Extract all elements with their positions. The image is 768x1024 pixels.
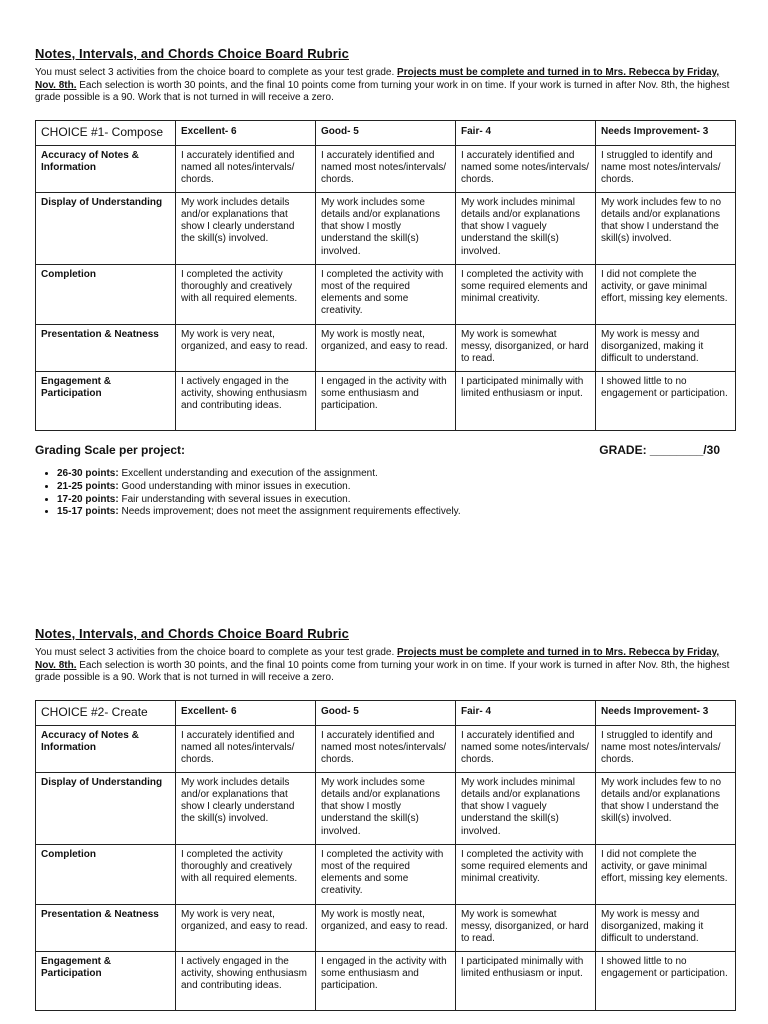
rubric-cell: I struggled to identify and name most notes/intervals/ chords. (596, 145, 736, 192)
rubric-table (35, 120, 736, 431)
level-header-excellent: Excellent- 6 (176, 700, 316, 725)
table-row (36, 844, 736, 904)
level-header-fair: Fair- 4 (456, 700, 596, 725)
points-description: Excellent understanding and execution of the assignment. (118, 468, 378, 479)
rubric-cell: I completed the activity with some required elements and minimal creativity. (456, 264, 596, 324)
rubric-cell: My work is somewhat messy, disorganized, or hard to read. (456, 904, 596, 951)
rubric-cell: My work is messy and disorganized, making it difficult to understand. (596, 904, 736, 951)
rubric-cell: I completed the activity thoroughly and creatively with all required elements. (176, 844, 316, 904)
rubric-section-1 (35, 46, 735, 431)
choice-header: CHOICE #1- Compose (36, 120, 176, 145)
rubric-cell: I showed little to no engagement or participation. (596, 371, 736, 430)
rubric-cell: I completed the activity with some required elements and minimal creativity. (456, 844, 596, 904)
grade-blank: GRADE: ________/30 (599, 443, 720, 457)
table-row (36, 324, 736, 371)
level-header-needs-improvement: Needs Improvement- 3 (596, 120, 736, 145)
rubric-cell: I engaged in the activity with some enthusiasm and participation. (316, 371, 456, 430)
criterion-cell: Presentation & Neatness (36, 904, 176, 951)
points-description: Needs improvement; does not meet the assignment requirements effectively. (118, 506, 461, 518)
list-item (57, 494, 461, 506)
rubric-intro (35, 647, 735, 685)
criterion-cell: Engagement & Participation (36, 951, 176, 1010)
criterion-cell: Engagement & Participation (36, 371, 176, 430)
points-range: 21-25 points: (57, 480, 119, 492)
rubric-cell: My work includes details and/or explanations that show I clearly understand the skill(s) involved. (176, 192, 316, 264)
rubric-cell: I actively engaged in the activity, showing enthusiasm and contributing ideas. (176, 951, 316, 1010)
level-header-needs-improvement: Needs Improvement- 3 (596, 700, 736, 725)
rubric-cell: I accurately identified and named all notes/intervals/ chords. (176, 725, 316, 772)
rubric-cell: I accurately identified and named some notes/intervals/ chords. (456, 145, 596, 192)
rubric-cell: I did not complete the activity, or gave minimal effort, missing key elements. (596, 264, 736, 324)
criterion-cell: Presentation & Neatness (36, 324, 176, 371)
rubric-cell: My work includes few to no details and/or explanations that show I understand the skill(s) involved. (596, 772, 736, 844)
grading-scale-list (35, 468, 461, 519)
rubric-cell: I completed the activity with most of the required elements and some creativity. (316, 844, 456, 904)
intro-deadline-emphasis: Projects must be complete and turned in to Mrs. Rebecca by Friday, Nov. 8th. (35, 647, 720, 671)
level-header-fair: Fair- 4 (456, 120, 596, 145)
rubric-cell: I accurately identified and named most notes/intervals/ chords. (316, 725, 456, 772)
rubric-title: Notes, Intervals, and Chords Choice Board Rubric (35, 626, 349, 641)
rubric-section-2 (35, 626, 735, 1011)
rubric-cell: I completed the activity with most of the required elements and some creativity. (316, 264, 456, 324)
rubric-cell: I participated minimally with limited enthusiasm or input. (456, 951, 596, 1010)
points-description: Good understanding with minor issues in execution. (118, 480, 351, 492)
rubric-cell: I accurately identified and named some notes/intervals/ chords. (456, 725, 596, 772)
criterion-cell: Display of Understanding (36, 192, 176, 264)
rubric-cell: I actively engaged in the activity, showing enthusiasm and contributing ideas. (176, 371, 316, 430)
points-range: 17-20 points: (57, 493, 119, 505)
criterion-cell: Completion (36, 844, 176, 904)
intro-text-start: You must select 3 activities from the choice board to complete as your test grade. (35, 647, 398, 658)
table-row (36, 904, 736, 951)
rubric-cell: I completed the activity thoroughly and creatively with all required elements. (176, 264, 316, 324)
rubric-cell: My work includes some details and/or explanations that show I mostly understand the skill(s) involved. (316, 192, 456, 264)
rubric-cell: My work includes few to no details and/or explanations that show I understand the skill(s) involved. (596, 192, 736, 264)
grading-scale-header (35, 443, 725, 457)
rubric-table (35, 700, 736, 1011)
rubric-cell: My work is somewhat messy, disorganized, or hard to read. (456, 324, 596, 371)
table-row (36, 264, 736, 324)
level-header-excellent: Excellent- 6 (176, 120, 316, 145)
rubric-cell: I did not complete the activity, or gave minimal effort, missing key elements. (596, 844, 736, 904)
level-header-good: Good- 5 (316, 120, 456, 145)
rubric-intro (35, 67, 735, 105)
grading-scale-heading: Grading Scale per project: (35, 443, 186, 457)
rubric-cell: My work is very neat, organized, and easy to read. (176, 324, 316, 371)
list-item (57, 481, 461, 493)
table-row (36, 371, 736, 430)
rubric-header-row (36, 700, 736, 725)
criterion-cell: Display of Understanding (36, 772, 176, 844)
table-row (36, 772, 736, 844)
intro-text-start: You must select 3 activities from the choice board to complete as your test grade. (35, 67, 398, 78)
rubric-cell: My work is messy and disorganized, making it difficult to understand. (596, 324, 736, 371)
rubric-cell: My work is mostly neat, organized, and easy to read. (316, 324, 456, 371)
rubric-cell: My work includes minimal details and/or explanations that show I vaguely understand the skill(s) involved. (456, 772, 596, 844)
rubric-cell: My work is mostly neat, organized, and easy to read. (316, 904, 456, 951)
rubric-cell: I struggled to identify and name most notes/intervals/ chords. (596, 725, 736, 772)
choice-header: CHOICE #2- Create (36, 700, 176, 725)
points-range: 26-30 points: (57, 468, 119, 479)
points-range: 15-17 points: (57, 506, 119, 518)
rubric-cell: My work includes details and/or explanations that show I clearly understand the skill(s) involved. (176, 772, 316, 844)
rubric-cell: My work is very neat, organized, and easy to read. (176, 904, 316, 951)
intro-text-end: Each selection is worth 30 points, and the final 10 points come from turning your work in on time. If your work is turned in after Nov. 8th, the highest grade possible is a 90. Work that is not turned in will receive a zero. (35, 79, 730, 103)
rubric-cell: My work includes some details and/or explanations that show I mostly understand the skill(s) involved. (316, 772, 456, 844)
rubric-cell: I participated minimally with limited enthusiasm or input. (456, 371, 596, 430)
criterion-cell: Completion (36, 264, 176, 324)
intro-text-end: Each selection is worth 30 points, and the final 10 points come from turning your work in on time. If your work is turned in after Nov. 8th, the highest grade possible is a 90. Work that is not turned in will receive a zero. (35, 659, 730, 683)
criterion-cell: Accuracy of Notes & Information (36, 145, 176, 192)
rubric-cell: I accurately identified and named most notes/intervals/ chords. (316, 145, 456, 192)
rubric-cell: I engaged in the activity with some enthusiasm and participation. (316, 951, 456, 1010)
criterion-cell: Accuracy of Notes & Information (36, 725, 176, 772)
table-row (36, 951, 736, 1010)
rubric-cell: I accurately identified and named all notes/intervals/ chords. (176, 145, 316, 192)
intro-deadline-emphasis: Projects must be complete and turned in to Mrs. Rebecca by Friday, Nov. 8th. (35, 67, 720, 91)
table-row (36, 145, 736, 192)
rubric-header-row (36, 120, 736, 145)
level-header-good: Good- 5 (316, 700, 456, 725)
points-description: Fair understanding with several issues in execution. (118, 493, 351, 505)
list-item (57, 506, 461, 518)
rubric-cell: I showed little to no engagement or participation. (596, 951, 736, 1010)
table-row (36, 725, 736, 772)
rubric-cell: My work includes minimal details and/or explanations that show I vaguely understand the skill(s) involved. (456, 192, 596, 264)
rubric-title: Notes, Intervals, and Chords Choice Board Rubric (35, 46, 349, 61)
list-item (57, 468, 461, 480)
table-row (36, 192, 736, 264)
